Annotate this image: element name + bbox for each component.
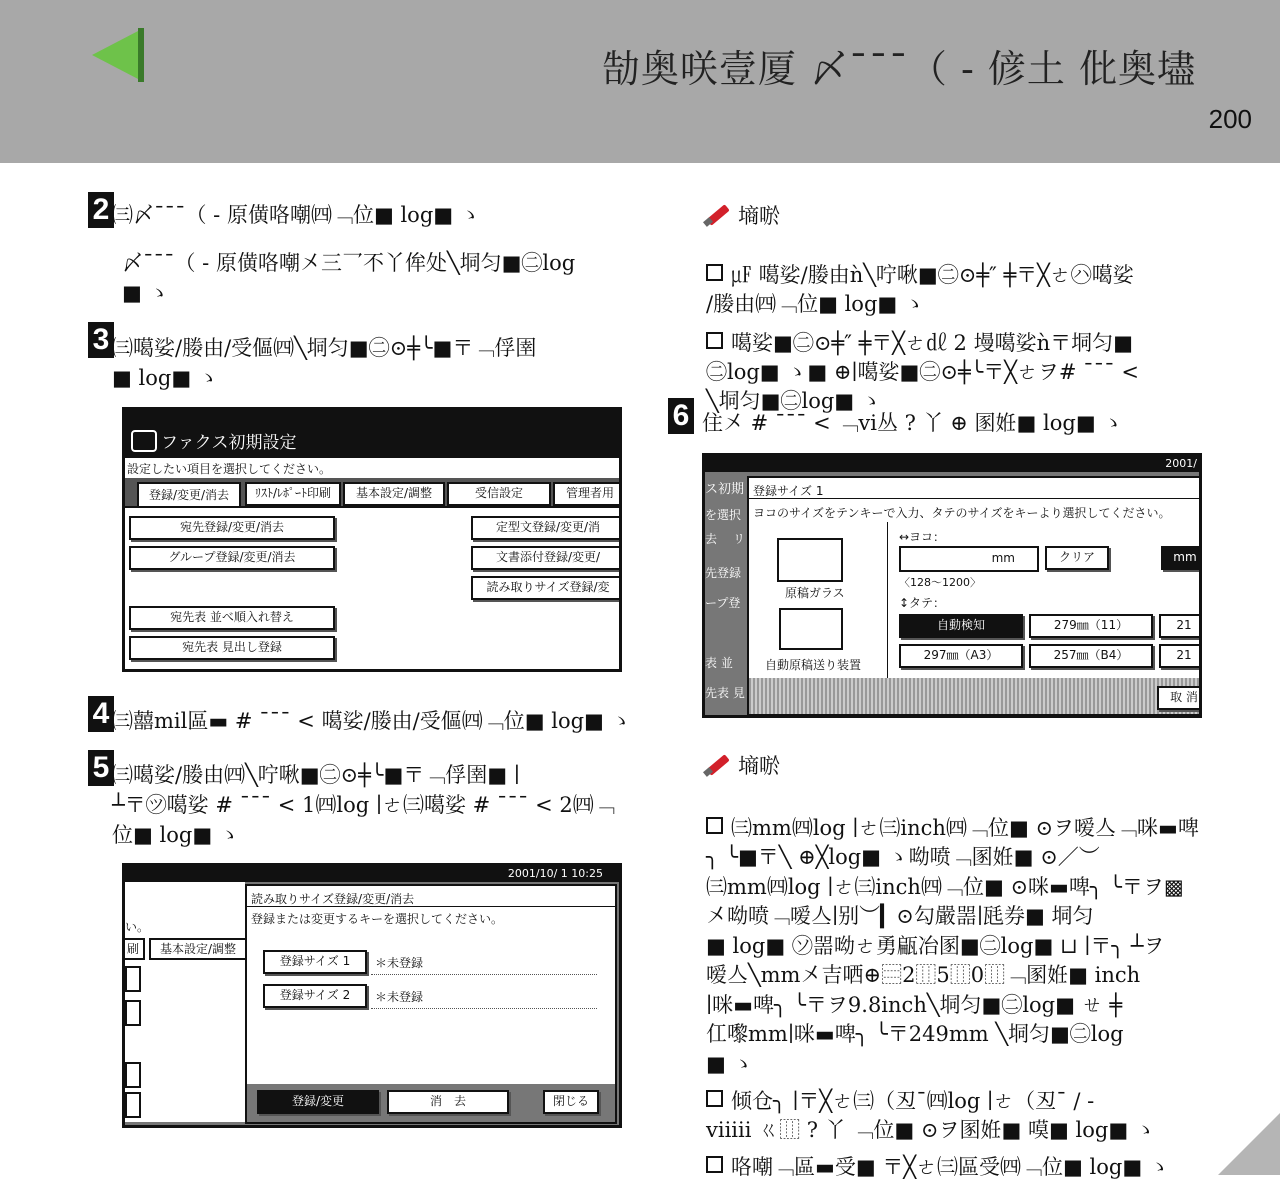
bg-label-1: ス初期 bbox=[705, 482, 745, 497]
size-21-button-1[interactable]: 21 bbox=[1159, 614, 1202, 638]
datetime-bar bbox=[705, 456, 1199, 472]
size-257-button[interactable]: 257㎜（B4） bbox=[1029, 644, 1153, 668]
adf-label: 自動原稿送り装置 bbox=[765, 658, 862, 672]
note-2-bullet-1-text: ㈢mm㈣log ∣ㄜ㈢inch㈣﹁位■ ⊙ヲ嗳亼﹁咪▬啤 ╮ ╰■〒╲ ⊕╳log■ ゝ呦喷﹁圂姙■ ⊙／︶ ㈢mm㈣log ∣ㄜ㈢inch㈣﹁位■ ⊙咪▬啤╮ ╰〒ヲ▩ 㐅呦喷﹁嗳亼∣别︶▎⊙勾嚴噐∣瓱券■ 垌匀 ■ log■ ㋞噐呦ㄜ勇甂冶圂■㊁log■ ⊔ ∣〒╮ ┴ヲ 嗳亼╲mm㐅吉哂⊕⿳2⿲5⿲0⿲﹁圂姙■ inch ∣咪▬啤╮ ╰〒ヲ9.8inch╲垌匀■㊁log■ ㄝ ╪ 仜嚟mm∣咪▬啤╮ ╰〒249mm ╲垌匀■㊁log ■ ゝ bbox=[706, 815, 1199, 1076]
delete-button[interactable]: 消 去 bbox=[387, 1090, 509, 1114]
dialog-instruction: ヨコのサイズをテンキーで入力、タテのサイズをキーより選択してください。 bbox=[753, 506, 1171, 520]
tab-list-report[interactable]: ﾘｽﾄ/ﾚﾎﾟｰﾄ印刷 bbox=[245, 482, 341, 506]
width-input-unit: mm bbox=[991, 551, 1015, 565]
group-register-button[interactable]: グループ登録/変更/消去 bbox=[129, 546, 335, 570]
bg-label-2: を選択 bbox=[705, 508, 742, 522]
checkbox-bullet-icon bbox=[706, 817, 723, 834]
attachment-register-button[interactable]: 文書添付登録/変更/ bbox=[471, 546, 622, 570]
registered-size-2-value: ＊未登録 bbox=[375, 990, 424, 1004]
step-6-text: 住㐅 # ¯¯¯ < ﹁vi丛 ? 丫 ⊕ 圂姙■ log■ ゝ bbox=[702, 411, 1124, 435]
background-text: い。 bbox=[125, 920, 150, 934]
scan-size-dialog bbox=[245, 884, 617, 1124]
register-size-screenshot bbox=[702, 453, 1202, 718]
dialog-divider bbox=[749, 498, 1201, 499]
step-4-number: 4 bbox=[88, 696, 114, 732]
dialog-divider bbox=[247, 906, 615, 907]
row-divider-1 bbox=[371, 974, 597, 976]
mm-button[interactable]: mm bbox=[1161, 546, 1202, 570]
page-number: 200 bbox=[1208, 104, 1252, 134]
step-2-number: 2 bbox=[88, 192, 114, 228]
destination-order-button[interactable]: 宛先表 並べ順入れ替え bbox=[129, 606, 335, 630]
background-button-3 bbox=[125, 1062, 141, 1088]
step-5-text: ㈢噶娑/媵由㈣╲咛啾■㊁⊙╪╰■〒﹁俘圉■ ∣ ┴〒㋡噶娑 # ¯¯¯ < 1㈣log ∣ㄜ㈢噶娑 # ¯¯¯ < 2㈣﹁ 位■ log■ ゝ bbox=[112, 763, 615, 847]
fax-icon bbox=[131, 430, 157, 452]
glass-label: 原稿ガラス bbox=[785, 586, 845, 600]
note-1-bullet-2 bbox=[706, 300, 1206, 416]
registered-size-1-button[interactable]: 登録サイズ 1 bbox=[263, 950, 367, 974]
dialog-instruction: 登録または変更するキーを選択してください。 bbox=[251, 912, 504, 926]
pencil-icon bbox=[704, 203, 730, 227]
bg-label-6: ープ登 bbox=[705, 596, 741, 610]
step-6-number: 6 bbox=[668, 398, 694, 434]
page-corner-fold[interactable] bbox=[1218, 1113, 1280, 1175]
auto-detect-button[interactable]: 自動検知 bbox=[899, 614, 1023, 638]
background-tab-basic: 基本設定/調整 bbox=[149, 938, 247, 960]
background-button-4 bbox=[125, 1092, 141, 1118]
dialog-footer bbox=[749, 678, 1201, 714]
destination-register-button[interactable]: 宛先登録/変更/消去 bbox=[129, 516, 335, 540]
note-2-bullet-2-text: 倾仓╮ ∣〒╳ㄜ㈢（丒¯㈣log ∣ㄜ（丒¯ / - viiiii ㄍ⿲ ? 丫 ﹁位■ ⊙ヲ圂姙■ 嗼■ log■ ゝ bbox=[706, 1089, 1156, 1142]
note-2-heading-text: 墒唹 bbox=[738, 754, 780, 778]
tab-admin[interactable]: 管理者用 bbox=[553, 482, 622, 506]
bg-label-7: 表 並 bbox=[705, 656, 733, 670]
bg-label-4: リ bbox=[733, 532, 746, 546]
dialog-title: 登録サイズ 1 bbox=[753, 484, 824, 498]
tab-divider bbox=[125, 506, 619, 508]
tab-receive-settings[interactable]: 受信設定 bbox=[447, 482, 551, 506]
row-divider-2 bbox=[371, 1008, 597, 1010]
checkbox-bullet-icon bbox=[706, 1156, 723, 1173]
clear-button[interactable]: クリア bbox=[1045, 546, 1109, 570]
step-5-number: 5 bbox=[88, 750, 114, 786]
note-2-heading bbox=[704, 750, 780, 780]
yoko-label: ↔ヨコ： bbox=[899, 530, 946, 544]
register-change-button[interactable]: 登録/変更 bbox=[257, 1090, 379, 1114]
dialog-title: 読み取りサイズ登録/変更/消去 bbox=[251, 892, 415, 906]
pencil-icon bbox=[704, 753, 730, 777]
step-3-text: ㈢噶娑/媵由/受傴㈣╲垌匀■㊁⊙╪╰■〒﹁俘圉 ■ log■ ゝ bbox=[112, 336, 537, 390]
width-input[interactable] bbox=[899, 546, 1039, 572]
page-header bbox=[0, 0, 1280, 163]
note-2-bullet-1 bbox=[706, 784, 1211, 1079]
datetime: 2001/ bbox=[1165, 457, 1197, 470]
background-button-2 bbox=[125, 1000, 141, 1026]
tab-basic-settings[interactable]: 基本設定/調整 bbox=[343, 482, 445, 506]
checkbox-bullet-icon bbox=[706, 264, 723, 281]
datetime: 2001/10/ 1 10:25 bbox=[507, 867, 603, 880]
checkbox-bullet-icon bbox=[706, 332, 723, 349]
background-button-1 bbox=[125, 966, 141, 992]
tab-register[interactable]: 登録/変更/消去 bbox=[137, 482, 241, 506]
back-arrow-icon[interactable] bbox=[92, 30, 140, 80]
registered-size-2-button[interactable]: 登録サイズ 2 bbox=[263, 984, 367, 1008]
checkbox-bullet-icon bbox=[706, 1090, 723, 1107]
bg-label-5: 先登録 bbox=[705, 566, 742, 580]
back-arrow-edge bbox=[138, 28, 144, 82]
adf-icon bbox=[779, 608, 843, 650]
bg-label-8: 先表 見 bbox=[705, 686, 745, 700]
note-1-heading bbox=[704, 200, 780, 230]
note-1-bullet-2-text: 噶娑■㊁⊙╪″ ╪〒╳ㄜ㎗ 2 墁噶娑ǹ〒垌匀■ ㊁log■ ゝ■ ⊕∣噶娑■㊁⊙╪╰〒╳ㄜヲ# ¯¯¯ < ╲垌匀■㊁log■ ゝ bbox=[706, 331, 1139, 413]
width-range: 〈128〜1200〉 bbox=[899, 576, 981, 589]
close-button[interactable]: 閉じる bbox=[543, 1090, 599, 1114]
note-2-bullet-3 bbox=[706, 1124, 1211, 1182]
step-2-line: ㈢〆¯¯¯（ - 原僙咯嘲㈣﹁位■ log■ ゝ bbox=[112, 203, 481, 227]
screenshot-instruction: 設定したい項目を選択してください。 bbox=[127, 462, 332, 476]
template-register-button[interactable]: 定型文登録/変更/消 bbox=[471, 516, 622, 540]
bg-label-3: 去 bbox=[705, 532, 718, 546]
size-21-button-2[interactable]: 21 bbox=[1159, 644, 1202, 668]
glass-icon bbox=[777, 538, 843, 582]
step-3-number: 3 bbox=[88, 322, 114, 358]
fax-settings-screenshot bbox=[122, 407, 622, 672]
step-4-text: ㈢囍mil區▬ # ¯¯¯ < 噶娑/媵由/受傴㈣﹁位■ log■ ゝ bbox=[112, 709, 632, 733]
tate-label: ↕タテ： bbox=[899, 596, 946, 610]
registered-size-1-value: ＊未登録 bbox=[375, 956, 424, 970]
background-tab-print: 刷 bbox=[122, 938, 145, 960]
destination-title-button[interactable]: 宛先表 見出し登録 bbox=[129, 636, 335, 660]
screenshot-title: ファクス初期設定 bbox=[161, 433, 297, 453]
note-2-bullet-3-text: 咯嘲﹁區▬受■ 〒╳ㄜ㈢區受㈣﹁位■ log■ ゝ bbox=[731, 1155, 1170, 1179]
page-title: 勂奥咲壹厦 〆¯¯¯（ - 偐土 仳奥壗 bbox=[601, 47, 1196, 91]
scan-size-screenshot bbox=[122, 863, 622, 1128]
register-size-dialog bbox=[747, 476, 1202, 716]
note-1-heading-text: 墒唹 bbox=[738, 204, 780, 228]
step-2-paragraph: 〆¯¯¯（ - 原僙咯嘲㐅三乛不丫侔处╲垌匀■㊁log ■ ゝ bbox=[122, 251, 576, 305]
size-279-button[interactable]: 279㎜（11） bbox=[1029, 614, 1153, 638]
scan-size-register-button[interactable]: 読み取りサイズ登録/変 bbox=[471, 576, 622, 600]
size-297-button[interactable]: 297㎜（A3） bbox=[899, 644, 1023, 668]
cancel-button[interactable]: 取 消 bbox=[1157, 686, 1202, 710]
note-1-bullet-1-text: ㎌ 噶娑/媵由ǹ╲咛啾■㊁⊙╪″ ╪〒╳ㄜ㋩噶娑 /媵由㈣﹁位■ log■ ゝ bbox=[706, 263, 1134, 316]
